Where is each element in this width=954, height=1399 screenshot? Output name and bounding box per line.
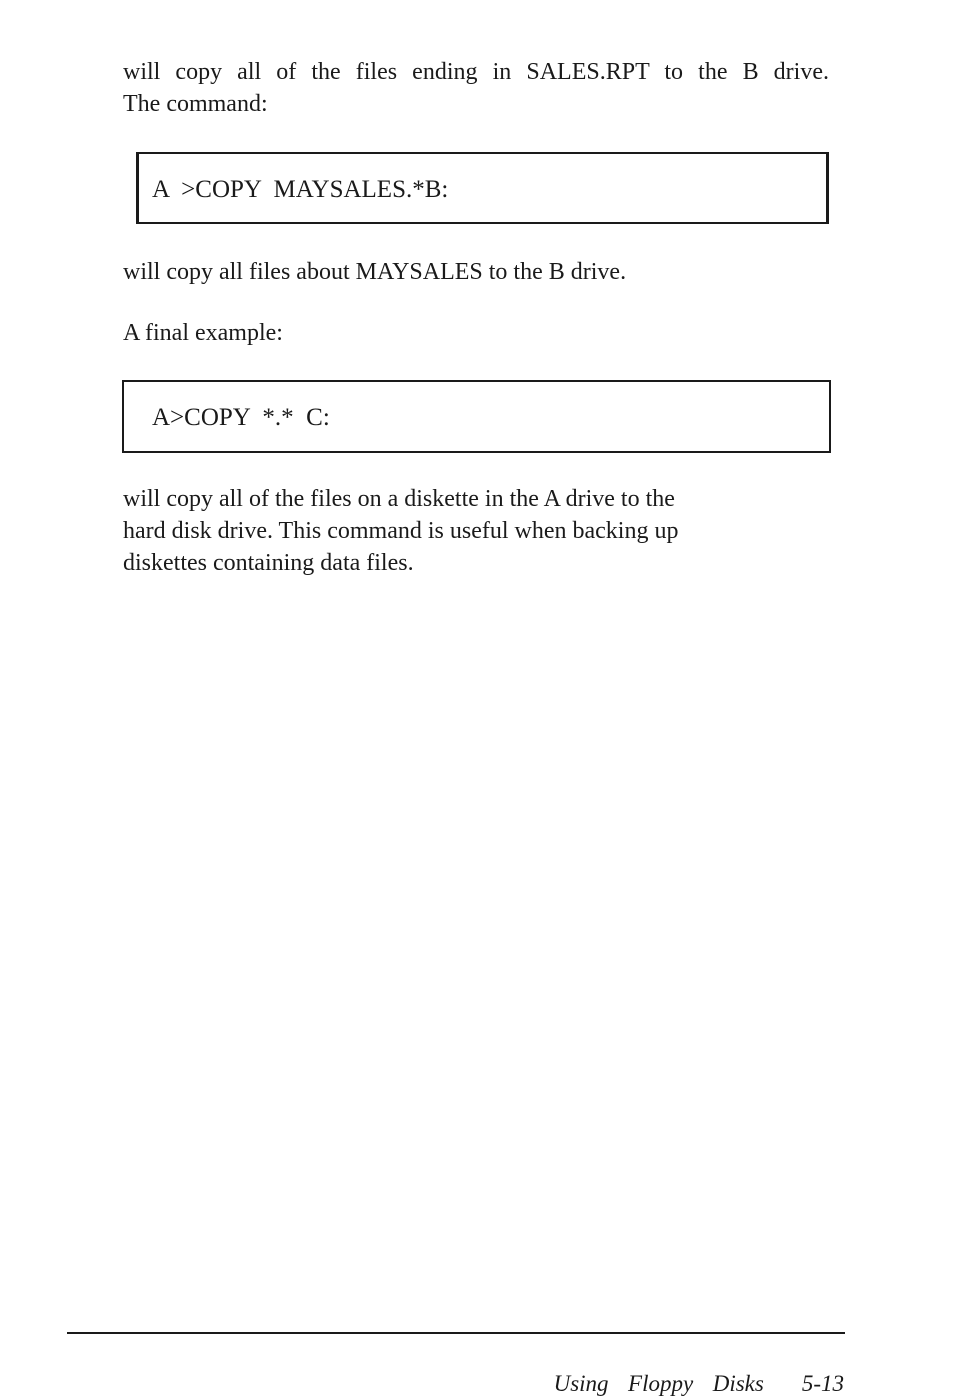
footer-section-title: Using Floppy Disks xyxy=(553,1371,764,1396)
paragraph-copy-all-explanation xyxy=(123,483,829,579)
paragraph-intro xyxy=(123,56,829,120)
command-box-copy-all xyxy=(122,380,831,453)
page-footer xyxy=(542,1342,844,1398)
text-line: The command: xyxy=(123,91,268,117)
command-text: A >COPY MAYSALES.*B: xyxy=(152,176,449,203)
text-line: will copy all files about MAYSALES to the B drive. xyxy=(123,259,627,285)
page-number: 5-13 xyxy=(801,1371,844,1396)
text-line: hard disk drive. This command is useful when backing up xyxy=(123,518,679,544)
command-text: A>COPY *.* C: xyxy=(152,404,330,431)
command-box-maysales xyxy=(136,152,829,224)
text-line: diskettes containing data files. xyxy=(123,550,414,576)
paragraph-maysales-explanation xyxy=(123,256,829,288)
footer-divider xyxy=(67,1332,845,1334)
text-line: will copy all of the files ending in SALES.RPT to the B drive. xyxy=(123,59,829,85)
text-line: A final example: xyxy=(123,320,283,346)
text-line: will copy all of the files on a diskette in the A drive to the xyxy=(123,486,675,512)
paragraph-final-example xyxy=(123,317,829,349)
